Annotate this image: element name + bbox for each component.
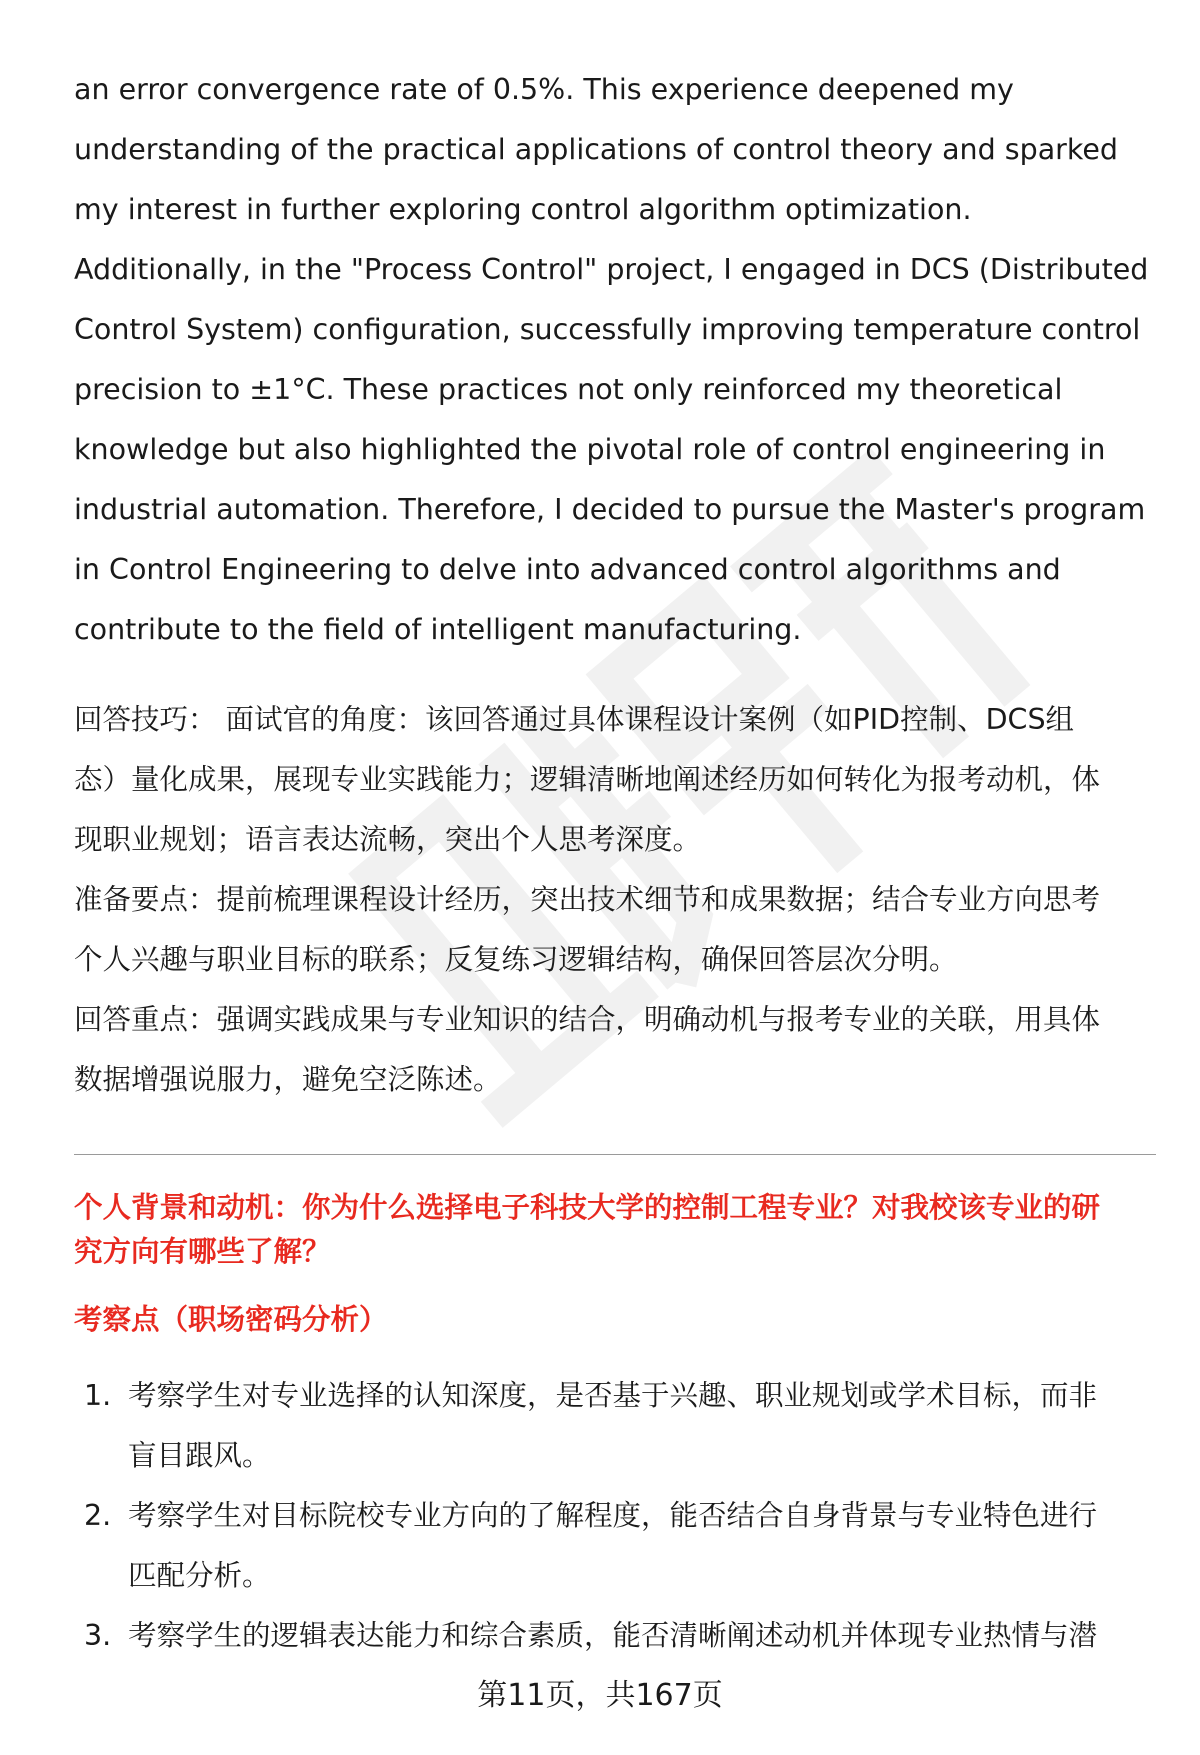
list-item xyxy=(84,1366,1164,1486)
tips-line: 准备要点：提前梳理课程设计经历，突出技术细节和成果数据；结合专业方向思考 xyxy=(74,883,1101,916)
paragraph-line: Control System) configuration, successfully improving temperature control xyxy=(74,313,1141,346)
list-number: 1. xyxy=(84,1379,112,1412)
list-item-line: 盲目跟风。 xyxy=(128,1439,271,1472)
tips-line: 个人兴趣与职业目标的联系；反复练习逻辑结构，确保回答层次分明。 xyxy=(74,943,958,976)
list-item xyxy=(84,1486,1164,1606)
assessment-points-list xyxy=(84,1366,1164,1666)
paragraph-line: knowledge but also highlighted the pivotal role of control engineering in xyxy=(74,433,1106,466)
tips-line: 态）量化成果，展现专业实践能力；逻辑清晰地阐述经历如何转化为报考动机，体 xyxy=(74,763,1101,796)
paragraph-line: contribute to the field of intelligent manufacturing. xyxy=(74,613,802,646)
list-number: 2. xyxy=(84,1499,112,1532)
paragraph-line: Additionally, in the "Process Control" project, I engaged in DCS (Distributed xyxy=(74,253,1149,286)
paragraph-line: precision to ±1°C. These practices not only reinforced my theoretical xyxy=(74,373,1063,406)
list-item-line: 考察学生的逻辑表达能力和综合素质，能否清晰阐述动机并体现专业热情与潜 xyxy=(128,1619,1098,1652)
document-body xyxy=(74,60,1154,1110)
tips-line: 回答重点：强调实践成果与专业知识的结合，明确动机与报考专业的关联，用具体 xyxy=(74,1003,1101,1036)
tips-line: 现职业规划；语言表达流畅，突出个人思考深度。 xyxy=(74,823,702,856)
question-line: 究方向有哪些了解？ xyxy=(74,1235,331,1268)
list-item-line: 匹配分析。 xyxy=(128,1559,271,1592)
section-title: 考察点（职场密码分析） xyxy=(74,1303,388,1336)
paragraph-line: an error convergence rate of 0.5%. This experience deepened my xyxy=(74,73,1014,106)
paragraph-line: understanding of the practical applications of control theory and sparked xyxy=(74,133,1119,166)
paragraph-line: in Control Engineering to delve into advanced control algorithms and xyxy=(74,553,1061,586)
paragraph-line: industrial automation. Therefore, I decided to pursue the Master's program xyxy=(74,493,1146,526)
paragraph-line: my interest in further exploring control algorithm optimization. xyxy=(74,193,972,226)
question-line: 个人背景和动机：你为什么选择电子科技大学的控制工程专业？对我校该专业的研 xyxy=(74,1191,1101,1224)
answer-tips xyxy=(74,690,1154,1110)
list-number: 3. xyxy=(84,1619,112,1652)
list-item xyxy=(84,1606,1164,1666)
question-heading xyxy=(74,1186,1164,1274)
tips-line: 数据增强说服力，避免空泛陈述。 xyxy=(74,1063,502,1096)
list-item-line: 考察学生对目标院校专业方向的了解程度，能否结合自身背景与专业特色进行 xyxy=(128,1499,1098,1532)
list-item-line: 考察学生对专业选择的认知深度，是否基于兴趣、职业规划或学术目标，而非 xyxy=(128,1379,1098,1412)
tips-line: 回答技巧： 面试官的角度：该回答通过具体课程设计案例（如PID控制、DCS组 xyxy=(74,703,1075,736)
english-paragraph xyxy=(74,60,1154,660)
page-number: 第11页，共167页 xyxy=(477,1678,723,1713)
section-divider xyxy=(74,1154,1156,1155)
